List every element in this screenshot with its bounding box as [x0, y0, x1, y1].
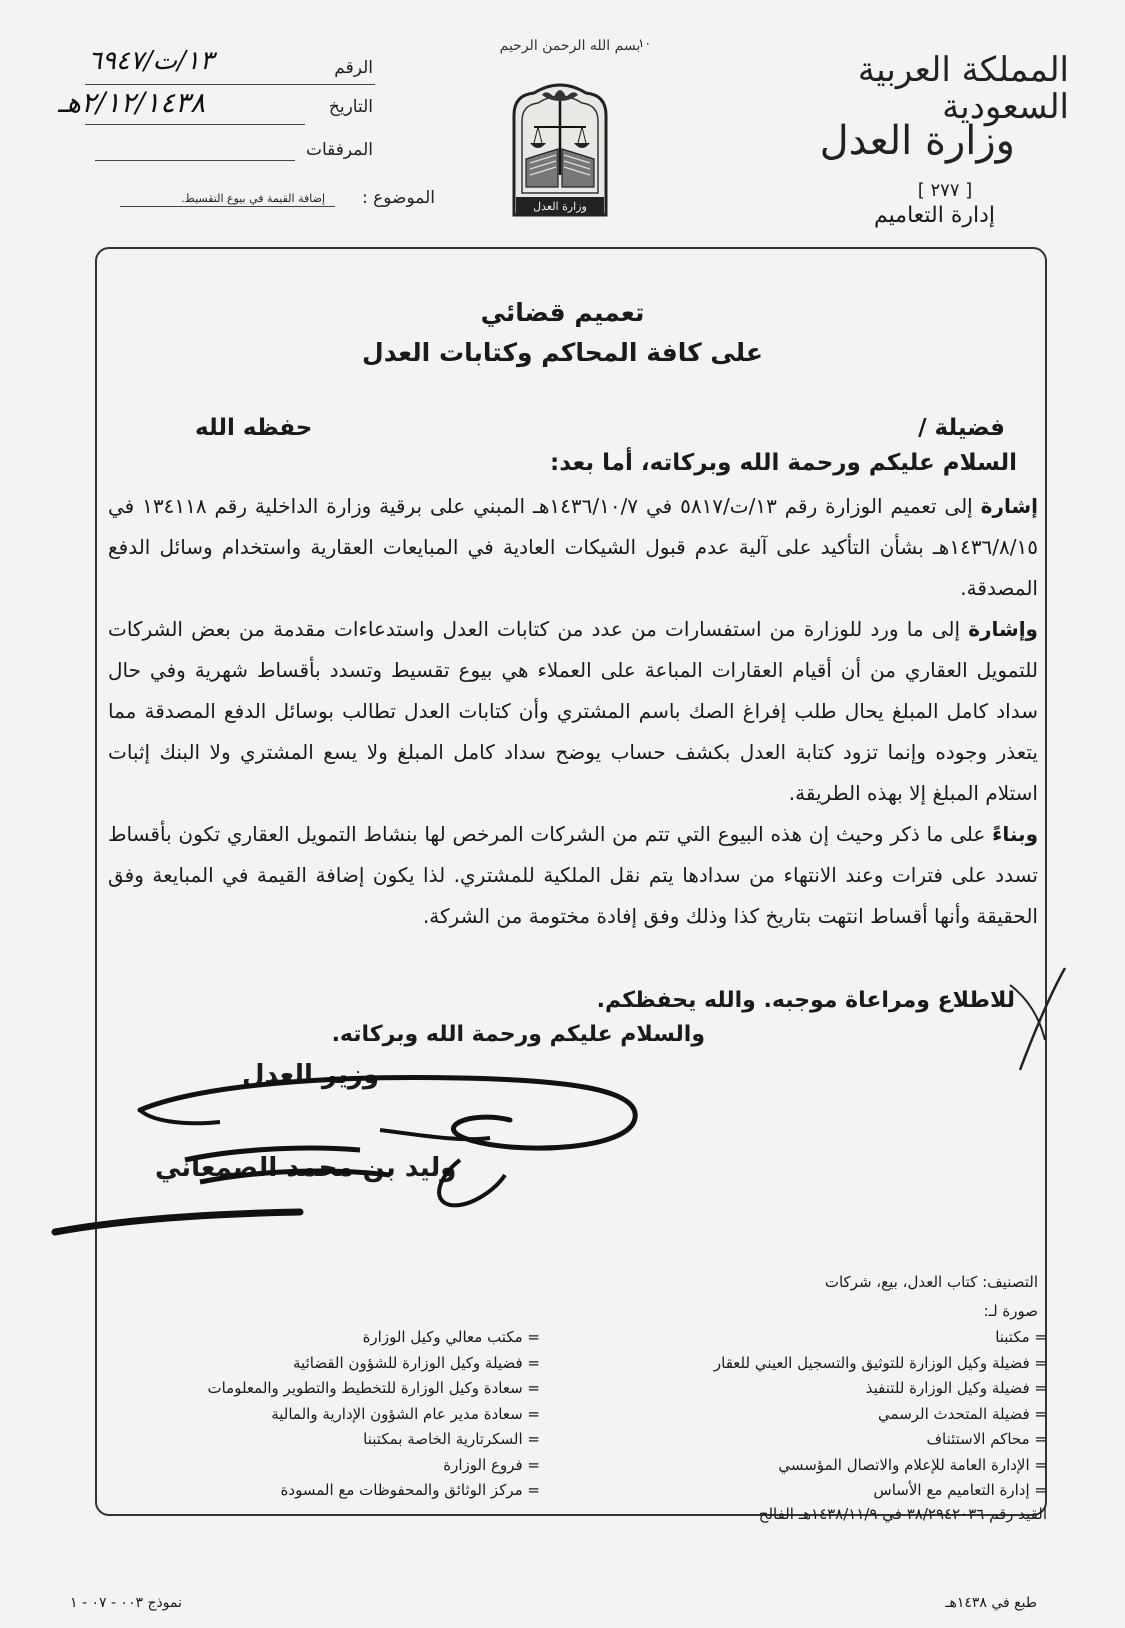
- attachments-line: [95, 160, 295, 161]
- list-item: = فضيلة وكيل الوزارة للتوثيق والتسجيل العيني للعقار: [714, 1351, 1047, 1377]
- emblem-caption: وزارة العدل: [533, 200, 587, 213]
- closing-greeting: والسلام عليكم ورحمة الله وبركاته.: [331, 1022, 705, 1047]
- list-item: = الإدارة العامة للإعلام والاتصال المؤسسي: [714, 1453, 1047, 1479]
- paragraph-3: [108, 814, 1038, 937]
- paragraph-2: [108, 609, 1038, 814]
- subject-value: إضافة القيمة في بيوع التقسيط.: [181, 192, 325, 205]
- paragraph-1-lead: إشارة: [980, 494, 1038, 518]
- list-item: = فروع الوزارة: [207, 1453, 540, 1479]
- subject-label: الموضوع :: [361, 188, 435, 208]
- copy-list-right: [714, 1325, 1047, 1504]
- kingdom-heading: المملكة العربية السعودية: [857, 50, 1069, 128]
- list-item: = إدارة التعاميم مع الأساس: [714, 1478, 1047, 1504]
- addressee: فضيلة /: [918, 415, 1005, 441]
- list-item: = مركز الوثائق والمحفوظات مع المسودة: [207, 1478, 540, 1504]
- closing-instruction: للاطلاع ومراعاة موجبه. والله يحفظكم.: [596, 988, 1015, 1013]
- circular-title: تعميم قضائي: [480, 298, 645, 327]
- attachments-label: المرفقات: [305, 140, 373, 160]
- list-item: = مكتبنا: [714, 1325, 1047, 1351]
- printed-date: طبع في ١٤٣٨هـ: [945, 1595, 1037, 1611]
- circular-subtitle: على كافة المحاكم وكتابات العدل: [362, 338, 763, 367]
- registration-line: القيد رقم ٣٨/٢٩٤٢٠٣٦ في ١٤٣٨/١١/٩هـ الفالح: [758, 1505, 1047, 1523]
- page-code: ١٠: [638, 36, 651, 50]
- paragraph-1-text: إلى تعميم الوزارة رقم ١٣/ت/٥٨١٧ في ١٤٣٦/١٠/٧هـ المبني على برقية وزارة الداخلية رقم ١٣٤١١٨ في ١٤٣٦/٨/١٥هـ بشأن التأكيد على آلية عدم قبول الشيكات العادية في المبايعات العقارية واستخدام وسائل الدفع المصدقة.: [108, 494, 1038, 600]
- number-line: [85, 84, 375, 85]
- number-value: ١٣/ت/٦٩٤٧: [88, 46, 214, 76]
- subject-line: [120, 206, 335, 207]
- list-item: = السكرتارية الخاصة بمكتبنا: [207, 1427, 540, 1453]
- date-line: [85, 124, 305, 125]
- paragraph-2-lead: وإشارة: [968, 617, 1038, 641]
- paragraph-3-text: على ما ذكر وحيث إن هذه البيوع التي تتم من الشركات المرخص لها بنشاط التمويل العقاري تكون بأقساط تسدد على فترات وعند الانتهاء من سدادها يتم نقل الملكية للمشتري. لذا يكون إضافة القيمة في المبايعة وفق الحقيقة وأنها أقساط انتهت بتاريخ كذا وذلك وفق إفادة مختومة من الشركة.: [108, 822, 1038, 928]
- paragraph-2-text: إلى ما ورد للوزارة من استفسارات من عدد من كتابات العدل واستدعاءات مقدمة من بعض الشركات للتمويل العقاري من أن أقيام العقارات المباعة على العملاء هي بيوع تقسيط وتسدد بأقساط شهرية وفي حال سداد كامل المبلغ يحال طلب إفراغ الصك باسم المشتري وأن كتابات العدل تطالب بوسائل الدفع المصدقة مما يتعذر وجوده وإنما تزود كتابة العدل بكشف حساب يوضح سداد كامل المبلغ ولا يسع المشتري ولا البنك إثبات استلام المبلغ إلا بهذه الطريقة.: [108, 617, 1038, 805]
- classification: التصنيف: كتاب العدل، بيع، شركات: [824, 1273, 1038, 1291]
- list-item: = مكتب معالي وكيل الوزارة: [207, 1325, 540, 1351]
- copy-list-left: [207, 1325, 540, 1504]
- department-label: إدارة التعاميم: [874, 203, 995, 228]
- paragraph-3-lead: وبناءً: [992, 822, 1038, 846]
- circular-body: [108, 486, 1038, 937]
- list-item: = فضيلة المتحدث الرسمي: [714, 1402, 1047, 1428]
- form-number: نموذج ٠٠٣ - ٠٧ - ١: [70, 1595, 182, 1611]
- date-value: ٢/١٢/١٤٣٨هـ: [58, 86, 206, 119]
- blessing: حفظه الله: [195, 415, 313, 441]
- reference-number: [ ٢٧٧ ]: [917, 180, 973, 201]
- number-field: [334, 58, 373, 78]
- ministry-heading: وزارة العدل: [819, 118, 1015, 164]
- date-label: التاريخ: [328, 97, 373, 117]
- signatory-name: وليد بن محمد الصمعاني: [155, 1153, 457, 1183]
- ministry-emblem-icon: [494, 75, 626, 223]
- paragraph-1: [108, 486, 1038, 609]
- attachments-field: [306, 140, 373, 160]
- greeting: السلام عليكم ورحمة الله وبركاته، أما بعد:: [550, 450, 1017, 476]
- list-item: = سعادة مدير عام الشؤون الإدارية والمالية: [207, 1402, 540, 1428]
- list-item: = سعادة وكيل الوزارة للتخطيط والتطوير والمعلومات: [207, 1376, 540, 1402]
- list-item: = فضيلة وكيل الوزارة للشؤون القضائية: [207, 1351, 540, 1377]
- copy-to-label: صورة لـ:: [983, 1302, 1038, 1320]
- signatory-title: وزير العدل: [242, 1060, 380, 1090]
- subject-field: [362, 188, 435, 208]
- number-label: الرقم: [334, 58, 373, 78]
- list-item: = فضيلة وكيل الوزارة للتنفيذ: [714, 1376, 1047, 1402]
- date-field: [329, 97, 373, 117]
- list-item: = محاكم الاستئناف: [714, 1427, 1047, 1453]
- basmala: بسم الله الرحمن الرحيم: [499, 38, 641, 54]
